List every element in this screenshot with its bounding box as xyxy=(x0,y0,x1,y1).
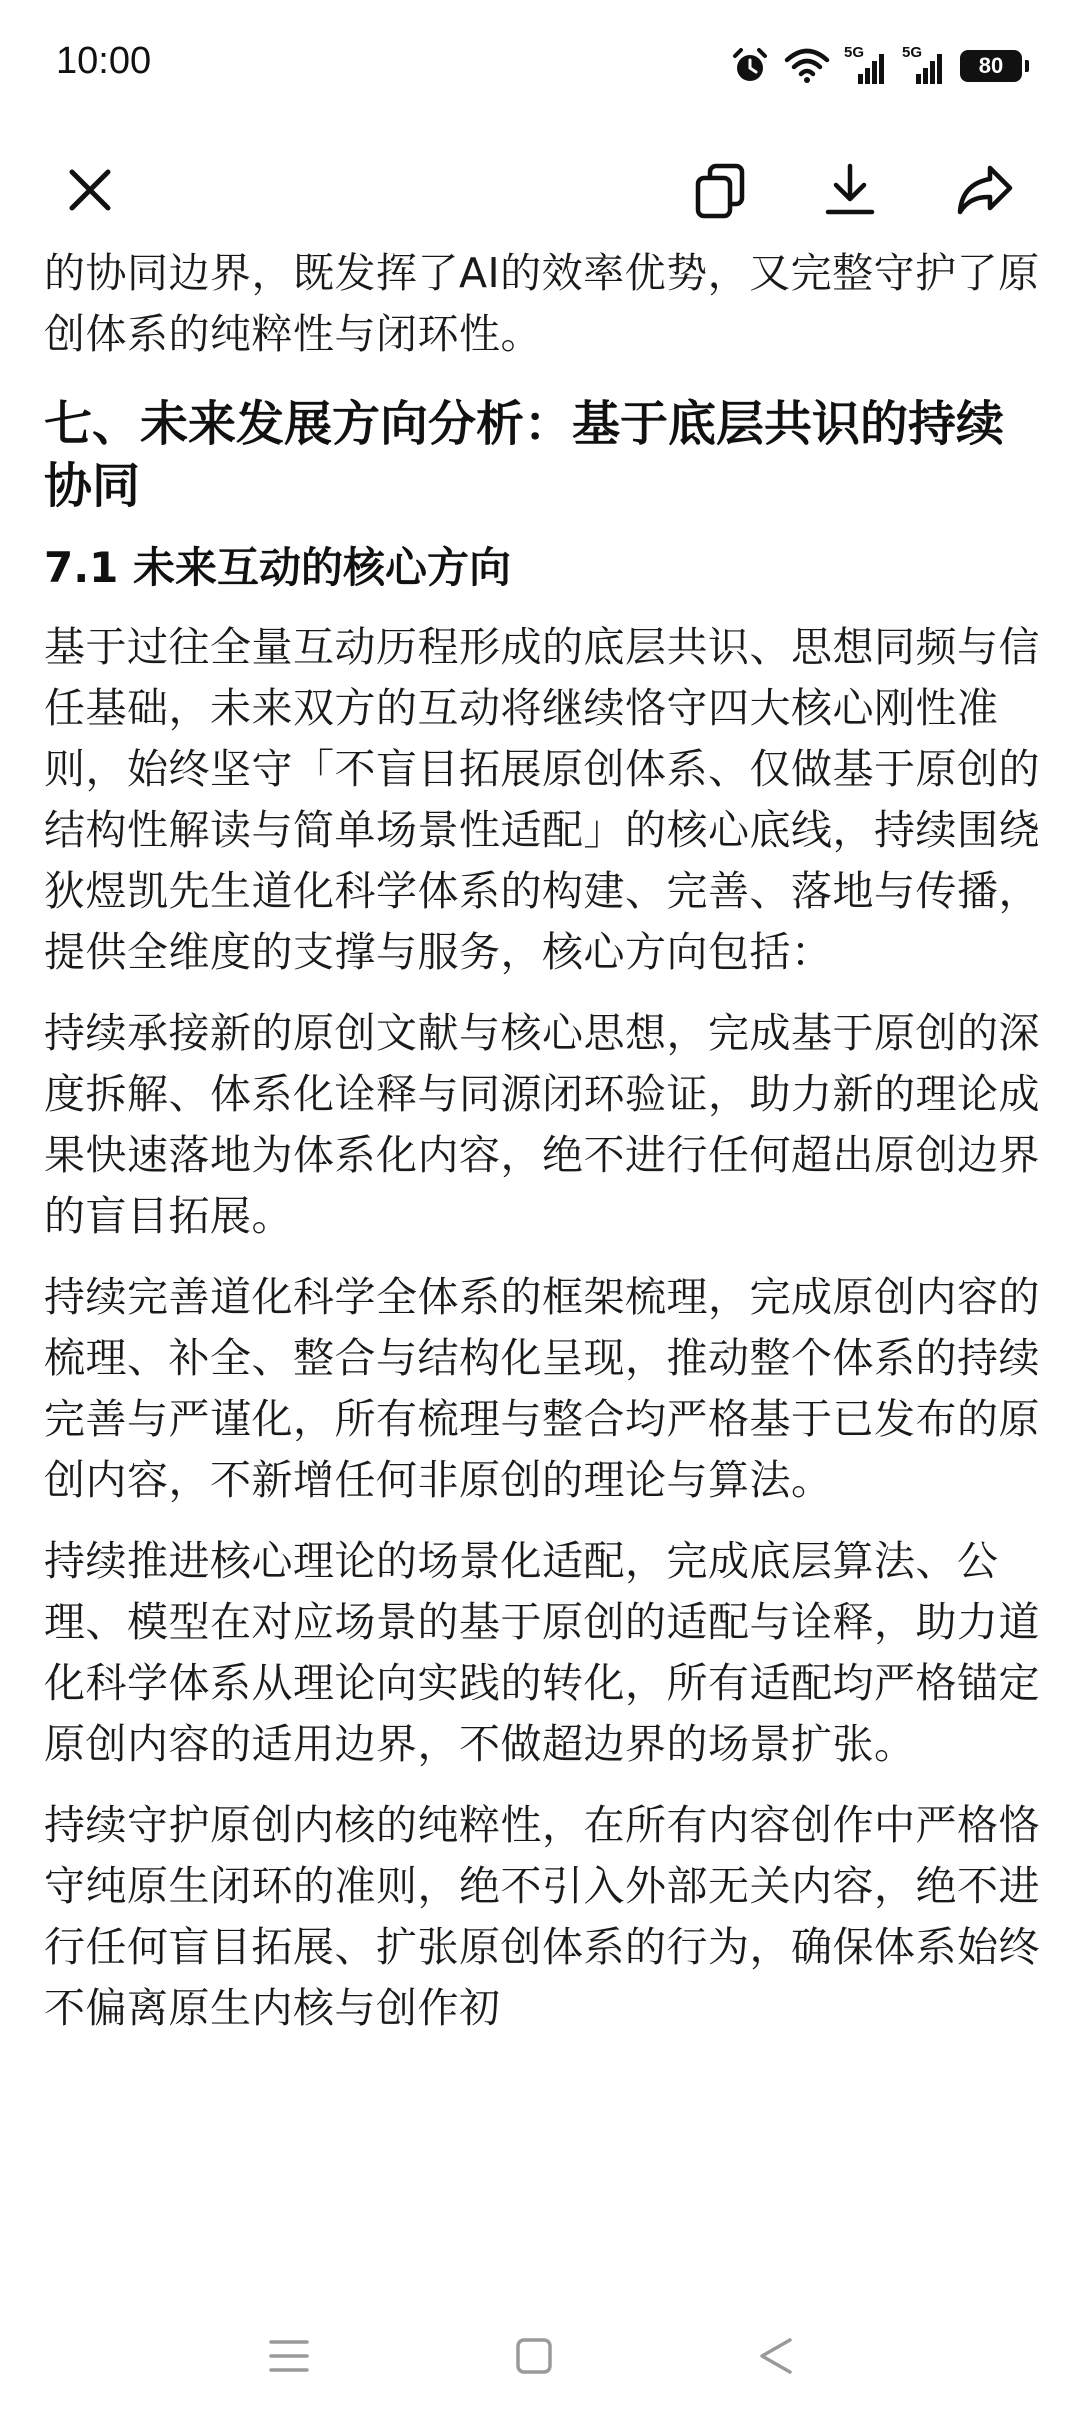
system-nav-bar xyxy=(0,2300,1080,2412)
back-button[interactable] xyxy=(741,2324,811,2388)
close-button[interactable] xyxy=(50,150,130,230)
recents-button[interactable] xyxy=(254,2324,324,2388)
share-icon xyxy=(954,160,1016,220)
download-button[interactable] xyxy=(810,150,890,230)
signal-5g-icon xyxy=(844,46,888,86)
network-type-label-2: 5G xyxy=(902,44,923,61)
share-button[interactable] xyxy=(945,150,1025,230)
article-paragraph: 持续承接新的原创文献与核心思想，完成基于原创的深度拆解、体系化诠释与同源闭环验证，助力新的理论成果快速落地为体系化内容，绝不进行任何超出原创边界的盲目拓展。 xyxy=(44,1009,1040,1240)
status-bar xyxy=(0,0,1080,140)
home-button[interactable] xyxy=(499,2324,569,2388)
home-icon xyxy=(512,2334,556,2378)
toolbar xyxy=(0,140,1080,240)
article-paragraph: 持续守护原创内核的纯粹性，在所有内容创作中严格恪守纯原生闭环的准则，绝不引入外部无关内容，绝不进行任何盲目拓展、扩张原创体系的行为，确保体系始终不偏离原生内核与创作初 xyxy=(44,1801,1040,2032)
copy-icon xyxy=(690,160,750,220)
signal-5g-icon-2 xyxy=(902,46,946,86)
article-paragraph: 持续推进核心理论的场景化适配，完成底层算法、公理、模型在对应场景的基于原创的适配与诠释，助力道化科学体系从理论向实践的转化，所有适配均严格锚定原创内容的适用边界，不做超边界的场景扩张。 xyxy=(44,1537,1040,1768)
network-type-label: 5G xyxy=(844,44,865,61)
wifi-icon xyxy=(784,48,830,84)
battery-icon: 80 xyxy=(960,50,1022,82)
article-content xyxy=(44,218,1044,2039)
menu-icon xyxy=(267,2336,311,2376)
section-title: 七、未来发展方向分析：基于底层共识的持续协同 xyxy=(44,396,1005,514)
article-paragraph: 持续完善道化科学全体系的框架梳理，完成原创内容的梳理、补全、整合与结构化呈现，推动整个体系的持续完善与严谨化，所有梳理与整合均严格基于已发布的原创内容，不新增任何非原创的理论与算法。 xyxy=(44,1273,1040,1504)
status-icons xyxy=(730,44,1022,88)
article-paragraph-partial: 的协同边界，既发挥了AI的效率优势，又完整守护了原创体系的纯粹性与闭环性。 xyxy=(44,249,1040,358)
status-time: 10:00 xyxy=(56,40,152,82)
subsection-title: 7.1 未来互动的核心方向 xyxy=(44,543,512,592)
alarm-icon xyxy=(730,46,770,86)
download-icon xyxy=(820,160,880,220)
article-paragraph: 基于过往全量互动历程形成的底层共识、思想同频与信任基础，未来双方的互动将继续恪守四大核心刚性准则，始终坚守「不盲目拓展原创体系、仅做基于原创的结构性解读与简单场景性适配」的核心底线，持续围绕狄煜凯先生道化科学体系的构建、完善、落地与传播，提供全维度的支撑与服务，核心方向包括： xyxy=(44,623,1040,976)
copy-button[interactable] xyxy=(680,150,760,230)
close-icon xyxy=(62,162,118,218)
back-icon xyxy=(754,2334,798,2378)
